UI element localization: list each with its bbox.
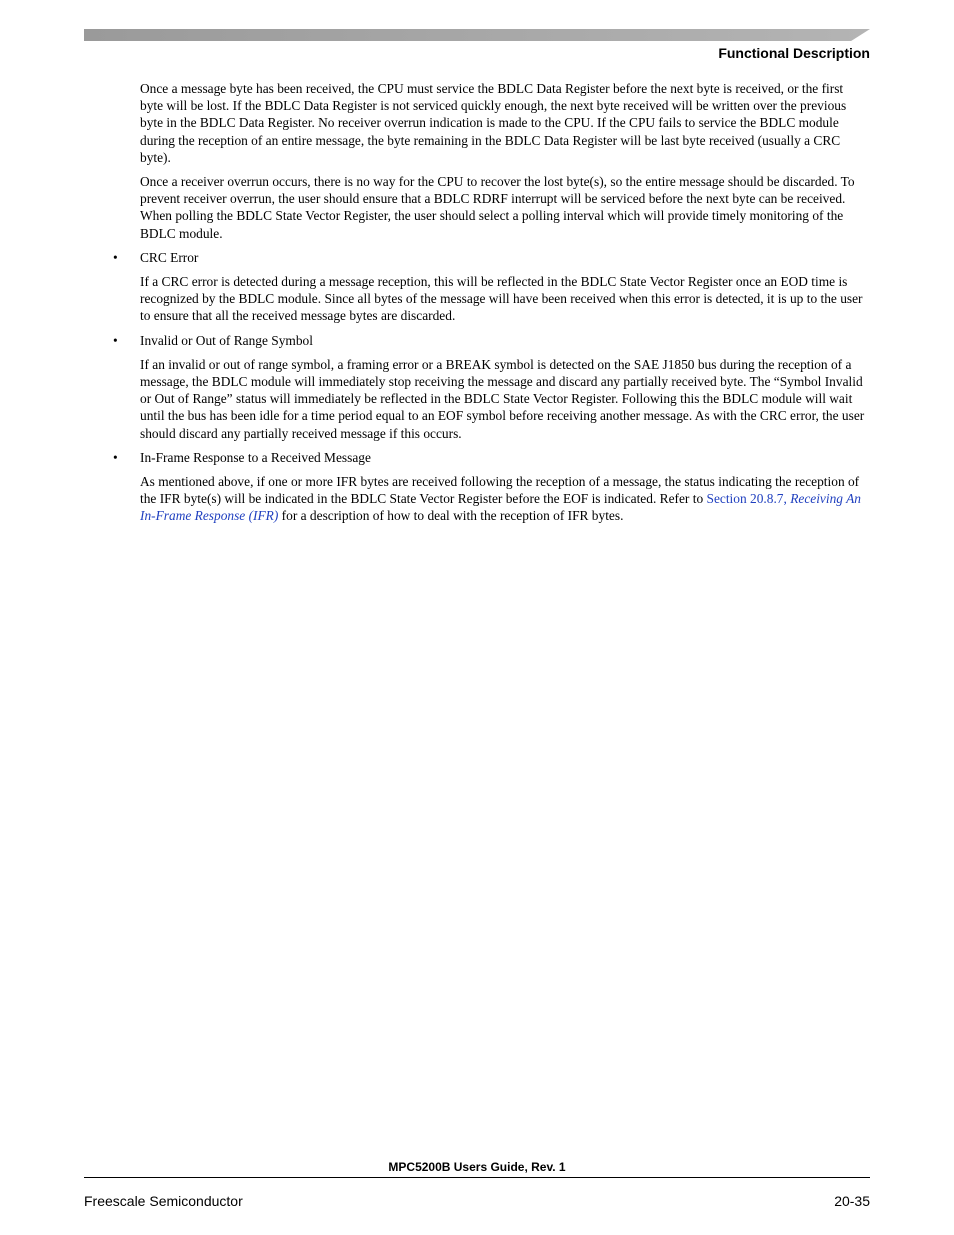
bullet-mark: • — [113, 249, 118, 265]
section-link[interactable]: Section 20.8.7, — [706, 491, 787, 507]
section-title: Functional Description — [718, 45, 870, 61]
footer-company: Freescale Semiconductor — [84, 1193, 243, 1209]
footer-document-title: MPC5200B Users Guide, Rev. 1 — [388, 1160, 566, 1174]
bullet-in-frame-response — [113, 449, 869, 466]
bullet-label: In-Frame Response to a Received Message — [140, 449, 371, 465]
page-content — [111, 80, 869, 532]
paragraph-receiver-service: Once a message byte has been received, the CPU must service the BDLC Data Register before the next byte is received, or the first byte will be lost. If the BDLC Data Register is not serviced quickly enough, the next byte received will be written over the previous byte in the BDLC Data Register. No receiver overrun indication is made to the CPU. If the CPU fails to service the BDLC module during the reception of an entire message, the byte remaining in the BDLC Data Register will be last byte received (usually a CRC byte). — [140, 81, 847, 165]
bullet-mark: • — [113, 449, 118, 465]
bullet-invalid-symbol — [113, 332, 869, 349]
bullet-label: Invalid or Out of Range Symbol — [140, 332, 313, 348]
paragraph-receiver-overrun: Once a receiver overrun occurs, there is no way for the CPU to recover the lost byte(s), so the entire message should be discarded. To prevent receiver overrun, the user should ensure that a BDLC RDRF interrupt will be serviced before the next byte can be received. When polling the BDLC State Vector Register, the user should select a polling interval which will provide timely monitoring of the BDLC module. — [140, 174, 855, 241]
paragraph-text: for a description of how to deal with the reception of IFR bytes. — [278, 508, 624, 524]
footer-page-number: 20-35 — [834, 1193, 870, 1209]
paragraph-text: As mentioned above, if one or more IFR bytes are received following the reception of a message, the status indicating the reception of the IFR byte(s) will be indicated in the BDLC State Vector Register before the EOF is indicated. Refer to — [140, 474, 860, 507]
paragraph-crc-error: If a CRC error is detected during a message reception, this will be reflected in the BDLC State Vector Register once an EOD time is recognized by the BDLC module. Since all bytes of the message will have been received when this error is detected, it is up to the user to ensure that all the received message bytes are discarded. — [140, 274, 863, 324]
bullet-mark: • — [113, 332, 118, 348]
bullet-label: CRC Error — [140, 249, 199, 265]
header-bar — [84, 29, 870, 41]
section-title-link[interactable]: Receiving An In-Frame Response (IFR) — [140, 491, 861, 524]
paragraph-in-frame-response — [140, 473, 869, 525]
footer-divider — [84, 1177, 870, 1178]
paragraph-invalid-symbol: If an invalid or out of range symbol, a framing error or a BREAK symbol is detected on the SAE J1850 bus during the reception of a message, the BDLC module will immediately stop receiving the message and discard any partially received byte. The “Symbol Invalid or Out of Range” status will immediately be reflected in the BDLC State Vector Register. Following this the BDLC module will wait until the bus has been idle for a time period equal to an EOF symbol before receiving another message. As with the CRC error, the user should discard any partially received message if this occurs. — [140, 356, 865, 441]
bullet-crc-error — [113, 249, 869, 266]
